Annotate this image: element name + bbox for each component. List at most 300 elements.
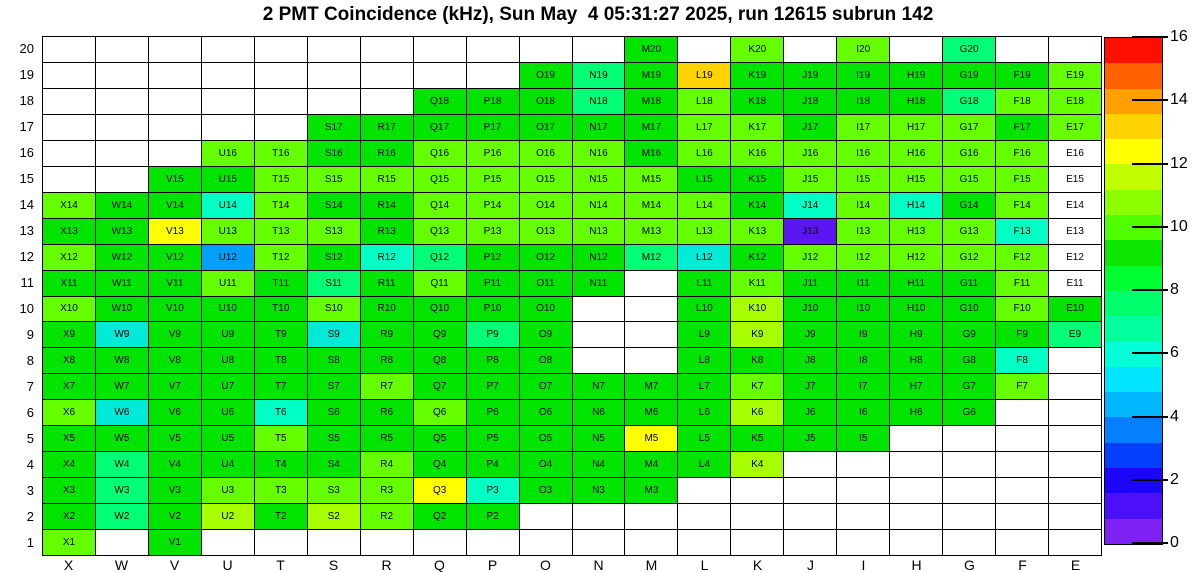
- heatmap-cell-S3: [308, 478, 360, 503]
- cell-label: X7: [62, 381, 76, 393]
- heatmap-cell-G14: [943, 193, 995, 218]
- cell-label: M18: [641, 95, 662, 107]
- cell-label: J15: [802, 173, 819, 185]
- colorbar-band: [1105, 493, 1162, 518]
- cell-label: S16: [324, 147, 343, 159]
- cell-label: G7: [962, 381, 976, 393]
- cell-label: E17: [1066, 121, 1084, 133]
- cell-label: F9: [1016, 329, 1028, 341]
- heatmap-cell-F9: [996, 322, 1048, 347]
- cell-label: R9: [380, 329, 394, 341]
- heatmap-cell-empty: [678, 530, 730, 555]
- cell-label: O6: [538, 407, 553, 419]
- cell-label: I18: [856, 95, 871, 107]
- heatmap-cell-K13: [731, 219, 783, 244]
- cell-label: K9: [751, 329, 764, 341]
- cell-label: T8: [274, 355, 287, 367]
- cell-label: P2: [486, 511, 499, 523]
- cell-label: U7: [221, 381, 235, 393]
- cell-label: U8: [221, 355, 235, 367]
- cell-label: Q4: [432, 459, 447, 471]
- heatmap-cell-empty: [573, 322, 625, 347]
- heatmap-cell-E13: [1049, 219, 1101, 244]
- cell-label: X8: [62, 355, 76, 367]
- colorbar-band: [1105, 266, 1162, 291]
- heatmap-cell-W11: [96, 271, 148, 296]
- cell-label: V15: [165, 173, 184, 185]
- cell-label: K16: [748, 147, 767, 159]
- colorbar-band: [1105, 519, 1162, 544]
- heatmap-cell-S13: [308, 219, 360, 244]
- cell-label: O10: [536, 303, 555, 315]
- heatmap-cell-V10: [149, 297, 201, 322]
- cell-label: S5: [327, 433, 340, 445]
- cell-label: K12: [748, 251, 767, 263]
- cell-label: U9: [221, 329, 235, 341]
- heatmap-cell-O13: [520, 219, 572, 244]
- colorbar-tick-label-14: 14: [1170, 91, 1188, 109]
- cell-label: S10: [324, 303, 343, 315]
- heatmap-cell-R16: [361, 141, 413, 166]
- cell-label: G17: [959, 121, 979, 133]
- cell-label: N12: [589, 251, 608, 263]
- cell-label: V14: [165, 199, 184, 211]
- cell-label: O19: [536, 69, 555, 81]
- cell-label: I13: [856, 225, 871, 237]
- heatmap-cell-empty: [943, 478, 995, 503]
- heatmap-cell-J10: [784, 297, 836, 322]
- y-axis-label-19: 19: [19, 67, 34, 82]
- heatmap-cell-empty: [96, 115, 148, 140]
- cell-label: K14: [748, 199, 767, 211]
- heatmap-cell-J19: [784, 63, 836, 88]
- cell-label: S13: [324, 225, 343, 237]
- heatmap-cell-empty: [43, 37, 95, 62]
- cell-label: N19: [589, 69, 608, 81]
- heatmap-cell-empty: [731, 530, 783, 555]
- heatmap-cell-F19: [996, 63, 1048, 88]
- cell-label: P13: [483, 225, 502, 237]
- heatmap-cell-W4: [96, 452, 148, 477]
- heatmap-cell-R13: [361, 219, 413, 244]
- heatmap-cell-J18: [784, 89, 836, 114]
- heatmap-cell-N17: [573, 115, 625, 140]
- heatmap-cell-G11: [943, 271, 995, 296]
- cell-label: H17: [906, 121, 926, 133]
- colorbar-band: [1105, 240, 1162, 265]
- heatmap-cell-J11: [784, 271, 836, 296]
- heatmap-cell-empty: [149, 141, 201, 166]
- heatmap-cell-G19: [943, 63, 995, 88]
- cell-label: O13: [536, 225, 555, 237]
- heatmap-cell-V14: [149, 193, 201, 218]
- cell-label: I12: [856, 251, 871, 263]
- cell-label: T5: [274, 433, 287, 445]
- colorbar-tick: [1132, 36, 1168, 38]
- cell-label: T3: [274, 485, 287, 497]
- heatmap-cell-Q10: [414, 297, 466, 322]
- cell-label: X5: [62, 433, 76, 445]
- heatmap-cell-Q4: [414, 452, 466, 477]
- heatmap-cell-H14: [890, 193, 942, 218]
- cell-label: S8: [327, 355, 340, 367]
- heatmap-cell-X5: [43, 426, 95, 451]
- heatmap-cell-empty: [1049, 504, 1101, 529]
- heatmap-cell-S9: [308, 322, 360, 347]
- cell-label: O12: [536, 251, 555, 263]
- heatmap-cell-L5: [678, 426, 730, 451]
- colorbar-band: [1105, 367, 1162, 392]
- heatmap-cell-R3: [361, 478, 413, 503]
- heatmap-cell-P3: [467, 478, 519, 503]
- cell-label: K10: [748, 303, 767, 315]
- cell-label: U2: [221, 511, 235, 523]
- heatmap-cell-P4: [467, 452, 519, 477]
- heatmap-cell-empty: [996, 400, 1048, 425]
- heatmap-cell-X2: [43, 504, 95, 529]
- heatmap-cell-M20: [625, 37, 677, 62]
- cell-label: P12: [483, 251, 502, 263]
- cell-label: G9: [962, 329, 976, 341]
- heatmap-cell-K12: [731, 245, 783, 270]
- heatmap-cell-K20: [731, 37, 783, 62]
- heatmap-cell-N18: [573, 89, 625, 114]
- cell-label: N3: [592, 485, 605, 497]
- heatmap-cell-G16: [943, 141, 995, 166]
- heatmap-cell-H19: [890, 63, 942, 88]
- heatmap-cell-X1: [43, 530, 95, 555]
- heatmap-cell-empty: [467, 530, 519, 555]
- cell-label: R11: [377, 277, 396, 289]
- heatmap-cell-N6: [573, 400, 625, 425]
- x-axis-label-W: W: [114, 557, 129, 572]
- cell-label: H15: [906, 173, 926, 185]
- heatmap-cell-Q8: [414, 348, 466, 373]
- heatmap-cell-empty: [414, 63, 466, 88]
- heatmap-cell-X4: [43, 452, 95, 477]
- cell-label: T13: [272, 225, 290, 237]
- cell-label: F14: [1013, 199, 1031, 211]
- heatmap-cell-P7: [467, 374, 519, 399]
- cell-label: G10: [959, 303, 979, 315]
- heatmap-cell-O9: [520, 322, 572, 347]
- cell-label: W12: [111, 251, 133, 263]
- colorbar-band: [1105, 316, 1162, 341]
- heatmap-cell-U9: [202, 322, 254, 347]
- cell-label: P9: [486, 329, 499, 341]
- cell-label: R13: [377, 225, 396, 237]
- heatmap-cell-L6: [678, 400, 730, 425]
- cell-label: L15: [696, 173, 713, 185]
- x-axis-label-V: V: [169, 557, 180, 572]
- heatmap-cell-F7: [996, 374, 1048, 399]
- heatmap-cell-empty: [731, 478, 783, 503]
- cell-label: G12: [959, 251, 979, 263]
- heatmap-cell-S4: [308, 452, 360, 477]
- cell-label: S4: [327, 459, 340, 471]
- heatmap-cell-F18: [996, 89, 1048, 114]
- heatmap-cell-J6: [784, 400, 836, 425]
- heatmap-cell-I14: [837, 193, 889, 218]
- cell-label: O5: [538, 433, 553, 445]
- heatmap-cell-I5: [837, 426, 889, 451]
- heatmap-cell-S2: [308, 504, 360, 529]
- heatmap-cell-empty: [573, 297, 625, 322]
- heatmap-cell-empty: [414, 37, 466, 62]
- heatmap-cell-R11: [361, 271, 413, 296]
- cell-label: I17: [856, 121, 871, 133]
- cell-label: G18: [959, 95, 979, 107]
- cell-label: N4: [592, 459, 605, 471]
- colorbar-tick-label-2: 2: [1170, 470, 1179, 488]
- heatmap-cell-K15: [731, 167, 783, 192]
- cell-label: N17: [589, 121, 608, 133]
- heatmap-cell-F16: [996, 141, 1048, 166]
- heatmap-cell-empty: [308, 37, 360, 62]
- cell-label: V7: [168, 381, 181, 393]
- cell-label: W3: [114, 485, 130, 497]
- heatmap-cell-empty: [890, 478, 942, 503]
- heatmap-cell-T10: [255, 297, 307, 322]
- cell-label: I7: [859, 381, 868, 393]
- heatmap-cell-S15: [308, 167, 360, 192]
- cell-label: K18: [748, 95, 767, 107]
- heatmap-cell-empty: [1049, 478, 1101, 503]
- heatmap-cell-empty: [1049, 348, 1101, 373]
- heatmap-cell-empty: [361, 530, 413, 555]
- heatmap-cell-O6: [520, 400, 572, 425]
- heatmap-cell-empty: [255, 37, 307, 62]
- heatmap-cell-J17: [784, 115, 836, 140]
- heatmap-cell-H9: [890, 322, 942, 347]
- colorbar-tick-label-16: 16: [1170, 28, 1188, 45]
- heatmap-cell-I10: [837, 297, 889, 322]
- cell-label: T9: [274, 329, 287, 341]
- heatmap-cell-M5: [625, 426, 677, 451]
- heatmap-cell-N16: [573, 141, 625, 166]
- cell-label: R2: [380, 511, 394, 523]
- cell-label: F18: [1013, 95, 1031, 107]
- heatmap-cell-S8: [308, 348, 360, 373]
- cell-label: G15: [959, 173, 979, 185]
- cell-label: O7: [538, 381, 553, 393]
- cell-label: J13: [802, 225, 819, 237]
- y-axis-label-16: 16: [19, 145, 34, 160]
- heatmap-cell-empty: [43, 167, 95, 192]
- x-axis-label-Q: Q: [434, 557, 445, 572]
- heatmap-cell-H15: [890, 167, 942, 192]
- heatmap-cell-empty: [784, 530, 836, 555]
- cell-label: S15: [324, 173, 343, 185]
- cell-label: M3: [644, 485, 659, 497]
- cell-label: P8: [486, 355, 499, 367]
- cell-label: X3: [62, 485, 76, 497]
- heatmap-cell-empty: [202, 530, 254, 555]
- cell-label: X1: [62, 537, 76, 549]
- cell-label: V13: [165, 225, 184, 237]
- heatmap-cell-P15: [467, 167, 519, 192]
- x-axis-label-X: X: [63, 557, 74, 572]
- cell-label: M14: [641, 199, 662, 211]
- heatmap-cell-P5: [467, 426, 519, 451]
- heatmap-cell-R10: [361, 297, 413, 322]
- cell-label: P7: [486, 381, 499, 393]
- heatmap-cell-empty: [625, 348, 677, 373]
- cell-label: L9: [698, 329, 710, 341]
- heatmap-cell-S10: [308, 297, 360, 322]
- heatmap-cell-S17: [308, 115, 360, 140]
- cell-label: W6: [114, 407, 130, 419]
- heatmap-cell-empty: [414, 530, 466, 555]
- cell-label: G16: [959, 147, 979, 159]
- heatmap-cell-L12: [678, 245, 730, 270]
- cell-label: H8: [909, 355, 923, 367]
- cell-label: J7: [804, 381, 816, 393]
- colorbar-tick-label-0: 0: [1170, 534, 1179, 551]
- cell-label: H6: [909, 407, 923, 419]
- cell-label: L7: [698, 381, 710, 393]
- heatmap-cell-U2: [202, 504, 254, 529]
- cell-label: I8: [859, 355, 868, 367]
- heatmap-cell-empty: [308, 63, 360, 88]
- cell-label: K17: [748, 121, 767, 133]
- y-axis-label-14: 14: [19, 197, 34, 212]
- x-axis-label-N: N: [593, 557, 604, 572]
- cell-label: P6: [486, 407, 499, 419]
- cell-label: V6: [168, 407, 181, 419]
- heatmap-cell-K4: [731, 452, 783, 477]
- chart-title: 2 PMT Coincidence (kHz), Sun May 4 05:31:27 2025, run 12615 subrun 142: [262, 4, 934, 25]
- cell-label: F16: [1013, 147, 1031, 159]
- heatmap-cell-V13: [149, 219, 201, 244]
- heatmap-cell-H13: [890, 219, 942, 244]
- cell-label: J19: [802, 69, 819, 81]
- heatmap-cell-empty: [784, 37, 836, 62]
- cell-label: M15: [641, 173, 662, 185]
- cell-label: H18: [906, 95, 926, 107]
- cell-label: I11: [856, 277, 870, 289]
- heatmap-cell-F14: [996, 193, 1048, 218]
- heatmap-cell-U13: [202, 219, 254, 244]
- x-axis-label-U: U: [222, 557, 233, 572]
- heatmap-cell-empty: [625, 530, 677, 555]
- heatmap-cell-empty: [678, 504, 730, 529]
- heatmap-cell-S7: [308, 374, 360, 399]
- cell-label: M20: [641, 43, 662, 55]
- cell-label: M13: [641, 225, 662, 237]
- heatmap-cell-empty: [202, 115, 254, 140]
- cell-label: W13: [111, 225, 133, 237]
- heatmap-cell-R17: [361, 115, 413, 140]
- heatmap-cell-P12: [467, 245, 519, 270]
- heatmap-cell-empty: [996, 478, 1048, 503]
- heatmap-cell-U16: [202, 141, 254, 166]
- heatmap-cell-empty: [1049, 400, 1101, 425]
- heatmap-cell-empty: [784, 478, 836, 503]
- x-axis-label-M: M: [645, 557, 658, 572]
- x-axis-label-H: H: [911, 557, 922, 572]
- heatmap-cell-empty: [202, 63, 254, 88]
- heatmap-cell-V1: [149, 530, 201, 555]
- y-axis-label-1: 1: [26, 535, 34, 550]
- heatmap-cell-E16: [1049, 141, 1101, 166]
- cell-label: V5: [168, 433, 181, 445]
- cell-label: F13: [1013, 225, 1031, 237]
- cell-label: R4: [380, 459, 394, 471]
- cell-label: K4: [751, 459, 764, 471]
- colorbar-band: [1105, 392, 1162, 417]
- x-axis-label-F: F: [1018, 557, 1027, 572]
- y-axis-label-10: 10: [19, 301, 34, 316]
- cell-label: I14: [856, 199, 871, 211]
- heatmap-cell-L11: [678, 271, 730, 296]
- heatmap-cell-H17: [890, 115, 942, 140]
- cell-label: E9: [1068, 329, 1082, 341]
- heatmap-cell-empty: [96, 167, 148, 192]
- y-axis-label-2: 2: [26, 509, 34, 524]
- y-axis-label-3: 3: [26, 483, 34, 498]
- cell-label: J9: [804, 329, 816, 341]
- heatmap-cell-N7: [573, 374, 625, 399]
- heatmap-cell-X11: [43, 271, 95, 296]
- heatmap-cell-Q18: [414, 89, 466, 114]
- cell-label: U10: [218, 303, 237, 315]
- cell-label: P14: [483, 199, 502, 211]
- x-axis-label-P: P: [487, 557, 498, 572]
- heatmap-cell-I9: [837, 322, 889, 347]
- heatmap-cell-M6: [625, 400, 677, 425]
- cell-label: J6: [804, 407, 816, 419]
- cell-label: R15: [377, 173, 396, 185]
- colorbar-band: [1105, 63, 1162, 88]
- heatmap-cell-J13: [784, 219, 836, 244]
- heatmap-cell-G20: [943, 37, 995, 62]
- heatmap-cell-Q5: [414, 426, 466, 451]
- heatmap-cell-S16: [308, 141, 360, 166]
- cell-label: N7: [592, 381, 605, 393]
- heatmap-cell-E19: [1049, 63, 1101, 88]
- heatmap-cell-L18: [678, 89, 730, 114]
- cell-label: M17: [641, 121, 662, 133]
- heatmap-cell-L9: [678, 322, 730, 347]
- cell-label: U6: [221, 407, 235, 419]
- cell-label: G8: [962, 355, 976, 367]
- cell-label: G14: [959, 199, 979, 211]
- heatmap-cell-E9: [1049, 322, 1101, 347]
- cell-label: G20: [959, 43, 979, 55]
- heatmap-cell-R15: [361, 167, 413, 192]
- cell-label: E16: [1066, 147, 1084, 159]
- heatmap-cell-V12: [149, 245, 201, 270]
- cell-label: J18: [802, 95, 819, 107]
- cell-label: E14: [1066, 199, 1084, 211]
- heatmap-cell-K5: [731, 426, 783, 451]
- cell-label: Q7: [432, 381, 447, 393]
- cell-label: R10: [377, 303, 396, 315]
- heatmap-cell-G6: [943, 400, 995, 425]
- y-axis-label-4: 4: [26, 457, 34, 472]
- heatmap-cell-W10: [96, 297, 148, 322]
- heatmap-cell-O11: [520, 271, 572, 296]
- colorbar-tick: [1132, 416, 1168, 418]
- cell-label: E13: [1066, 225, 1084, 237]
- heatmap-cell-empty: [943, 452, 995, 477]
- heatmap-cell-O17: [520, 115, 572, 140]
- heatmap-cell-L10: [678, 297, 730, 322]
- cell-label: O3: [538, 485, 553, 497]
- cell-label: H19: [906, 69, 926, 81]
- heatmap-cell-I11: [837, 271, 889, 296]
